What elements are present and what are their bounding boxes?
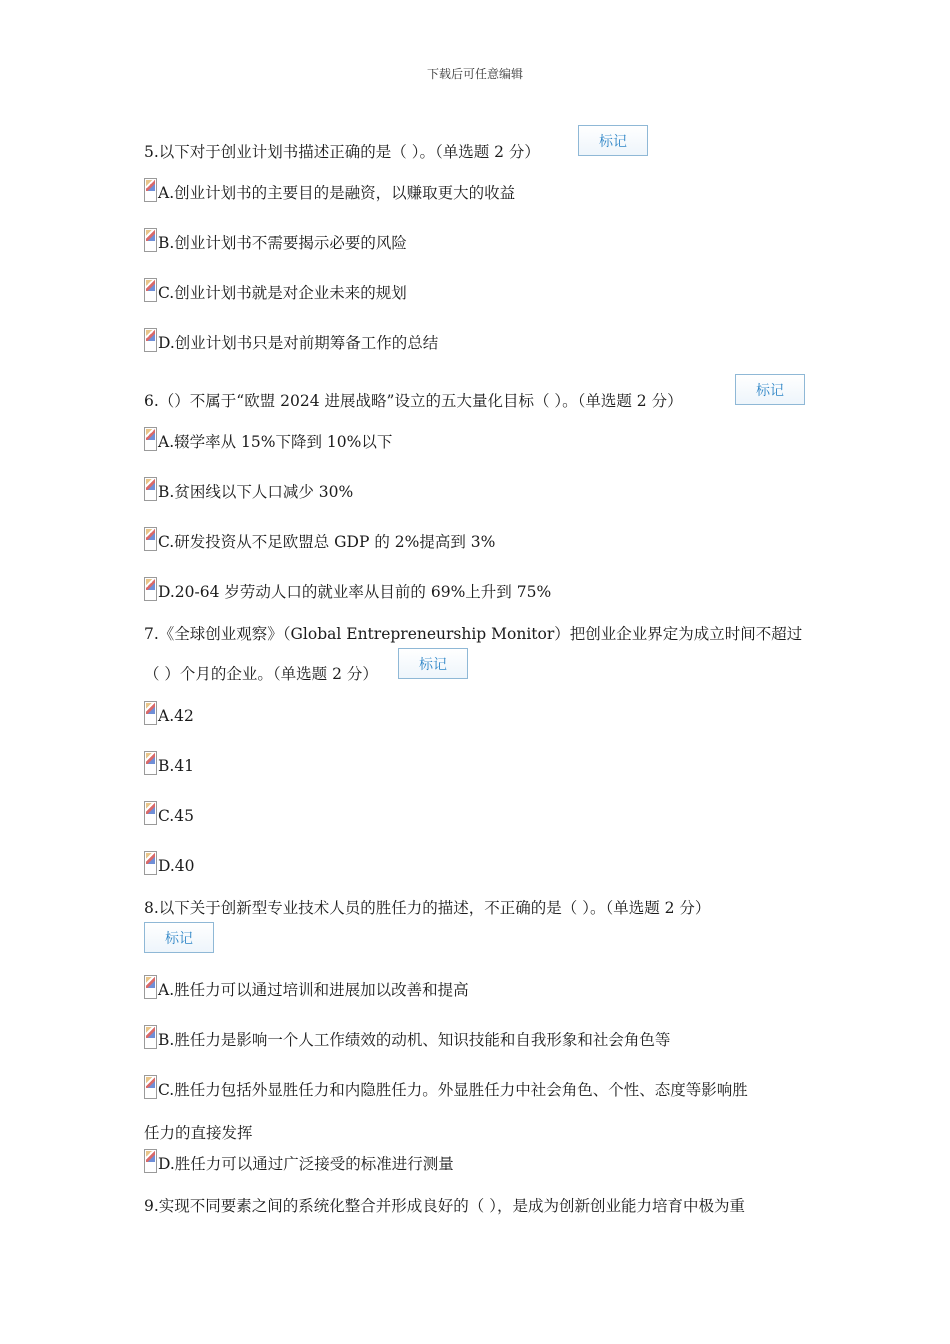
broken-image-icon — [144, 1075, 157, 1099]
option-label: D.40 — [158, 857, 195, 875]
option-radio-q7-a[interactable] — [144, 706, 194, 726]
broken-image-icon — [144, 1149, 157, 1173]
broken-image-icon — [144, 851, 157, 875]
question-5-text: 5.以下对于创业计划书描述正确的是（ ）。（单选题 2 分） — [144, 143, 540, 161]
option-radio-q5-a[interactable] — [144, 183, 515, 203]
option-label: B.41 — [158, 757, 195, 775]
option-label: B.胜任力是影响一个人工作绩效的动机、知识技能和自我形象和社会角色等 — [158, 1031, 671, 1049]
option-radio-q5-d[interactable] — [144, 333, 438, 353]
option-label: D.胜任力可以通过广泛接受的标准进行测量 — [158, 1155, 454, 1173]
broken-image-icon — [144, 477, 157, 501]
option-c-continuation: 任力的直接发挥 — [144, 1124, 253, 1142]
broken-image-icon — [144, 975, 157, 999]
mark-button-q6[interactable]: 标记 — [735, 374, 805, 405]
question-9-text: 9.实现不同要素之间的系统化整合并形成良好的（ ），是成为创新创业能力培育中极为重 — [144, 1197, 745, 1215]
mark-button-q5[interactable]: 标记 — [578, 125, 648, 156]
option-label: C.研发投资从不足欧盟总 GDP 的 2%提高到 3% — [158, 533, 496, 551]
option-radio-q7-d[interactable] — [144, 856, 195, 876]
question-7-text: 7.《全球创业观察》（Global Entrepreneurship Monitor）把创业企业界定为成立时间不超过 — [144, 625, 803, 643]
option-label: D.20-64 岁劳动人口的就业率从目前的 69%上升到 75% — [158, 583, 552, 601]
broken-image-icon — [144, 228, 157, 252]
option-radio-q5-c[interactable] — [144, 283, 407, 303]
broken-image-icon — [144, 278, 157, 302]
option-radio-q8-a[interactable] — [144, 980, 469, 1000]
option-label: B.创业计划书不需要揭示必要的风险 — [158, 234, 407, 252]
option-radio-q6-b[interactable] — [144, 482, 353, 502]
broken-image-icon — [144, 427, 157, 451]
broken-image-icon — [144, 701, 157, 725]
question-7-text-cont: （ ）个月的企业。（单选题 2 分） — [144, 665, 378, 683]
option-radio-q5-b[interactable] — [144, 233, 407, 253]
option-label: A.辍学率从 15%下降到 10%以下 — [158, 433, 393, 451]
option-radio-q6-c[interactable] — [144, 532, 495, 552]
page-header: 下载后可任意编辑 — [426, 67, 523, 81]
option-radio-q8-c[interactable] — [144, 1080, 748, 1100]
broken-image-icon — [144, 1025, 157, 1049]
mark-button-q8[interactable]: 标记 — [144, 922, 214, 953]
option-radio-q6-a[interactable] — [144, 432, 392, 452]
broken-image-icon — [144, 178, 157, 202]
broken-image-icon — [144, 527, 157, 551]
option-radio-q6-d[interactable] — [144, 582, 551, 602]
broken-image-icon — [144, 801, 157, 825]
option-radio-q8-b[interactable] — [144, 1030, 670, 1050]
broken-image-icon — [144, 328, 157, 352]
option-label: D.创业计划书只是对前期筹备工作的总结 — [158, 334, 439, 352]
option-label: A.胜任力可以通过培训和进展加以改善和提高 — [158, 981, 469, 999]
option-label: C.45 — [158, 807, 194, 825]
broken-image-icon — [144, 577, 157, 601]
broken-image-icon — [144, 751, 157, 775]
option-label: A.创业计划书的主要目的是融资，以赚取更大的收益 — [158, 184, 516, 202]
mark-button-q7[interactable]: 标记 — [398, 648, 468, 679]
question-8-text: 8.以下关于创新型专业技术人员的胜任力的描述，不正确的是（ ）。（单选题 2 分） — [144, 899, 711, 917]
option-label: A.42 — [158, 707, 194, 725]
option-radio-q7-c[interactable] — [144, 806, 194, 826]
option-radio-q8-d[interactable] — [144, 1154, 454, 1174]
question-6-text: 6.（）不属于“欧盟 2024 进展战略”设立的五大量化目标（ ）。（单选题 2 分） — [144, 392, 683, 410]
option-radio-q7-b[interactable] — [144, 756, 194, 776]
option-label: C.创业计划书就是对企业未来的规划 — [158, 284, 407, 302]
option-label: C.胜任力包括外显胜任力和内隐胜任力。外显胜任力中社会角色、个性、态度等影响胜 — [158, 1081, 748, 1099]
option-label: B.贫困线以下人口减少 30% — [158, 483, 354, 501]
